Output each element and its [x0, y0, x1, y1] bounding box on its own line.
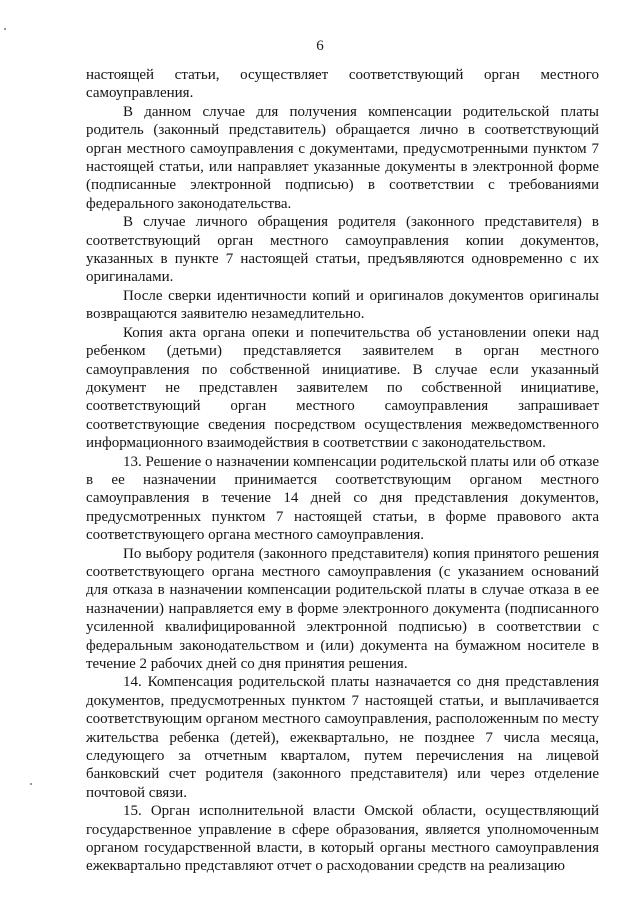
- paragraph-item-13: 13. Решение о назначении компенсации родительской платы или об отказе в ее назначении принимается соответствующим органом местного самоуправления в течение 14 дней со дня представления документов, предусмотренных пунктом 7 настоящей статьи, в форме правового акта соответствующего органа местного самоуправления.: [86, 453, 599, 544]
- scan-artifact: [4, 28, 6, 30]
- paragraph: В случае личного обращения родителя (законного представителя) в соответствующий орган местного самоуправления копии документов, указанных в пункте 7 настоящей статьи, предъявляются одновременно с их оригиналами.: [86, 214, 599, 286]
- paragraph: По выбору родителя (законного представителя) копия принятого решения соответствующего органа местного самоуправления (с указанием оснований для отказа в назначении компенсации родительской платы в случае отказа в ее назначении) направляется ему в форме электронного документа (подписанного усиленной квалифицированной электронной подписью) в соответствии с федеральным законодательством и (или) документа на бумажном носителе в течение 2 рабочих дней со дня принятия решения.: [86, 545, 599, 672]
- paragraph: В данном случае для получения компенсации родительской платы родитель (законный представитель) обращается лично в соответствующий орган местного самоуправления с документами, предусмотренными пунктом 7 настоящей статьи, или направляет указанные документы в электронной форме (подписанные электронной подписью) в соответствии с требованиями федерального законодательства.: [86, 103, 599, 212]
- paragraph: После сверки идентичности копий и оригиналов документов оригиналы возвращаются заявителю незамедлительно.: [86, 287, 599, 323]
- paragraph-continuation: настоящей статьи, осуществляет соответствующий орган местного самоуправления.: [86, 67, 599, 102]
- scan-artifact: [30, 783, 32, 785]
- page-number: 6: [316, 38, 324, 54]
- paragraph-item-15: 15. Орган исполнительной власти Омской области, осуществляющий государственное управление в сфере образования, является уполномоченным органом государственной власти, в который органы местного самоуправления ежеквартально представляют отчет о расходовании средств на реализацию: [86, 803, 599, 875]
- paragraph-item-14: 14. Компенсация родительской платы назначается со дня представления документов, предусмотренных пунктом 7 настоящей статьи, и выплачивается соответствующим органом местного самоуправления, расположенным по месту жительства ребенка (детей), ежеквартально, не позднее 7 числа месяца, следующего за отчетным кварталом, путем перечисления на лицевой банковский счет родителя (законного представителя) или через отделение почтовой связи.: [86, 674, 599, 801]
- paragraph: Копия акта органа опеки и попечительства об установлении опеки над ребенком (детьми) представляется заявителем в орган местного самоуправления по собственной инициативе. В случае если указанный документ не представлен заявителем по собственной инициативе, соответствующий орган местного самоуправления запрашивает соответствующие сведения посредством осуществления межведомственного информационного взаимодействия в соответствии с законодательством.: [86, 324, 599, 452]
- document-body: [86, 66, 599, 876]
